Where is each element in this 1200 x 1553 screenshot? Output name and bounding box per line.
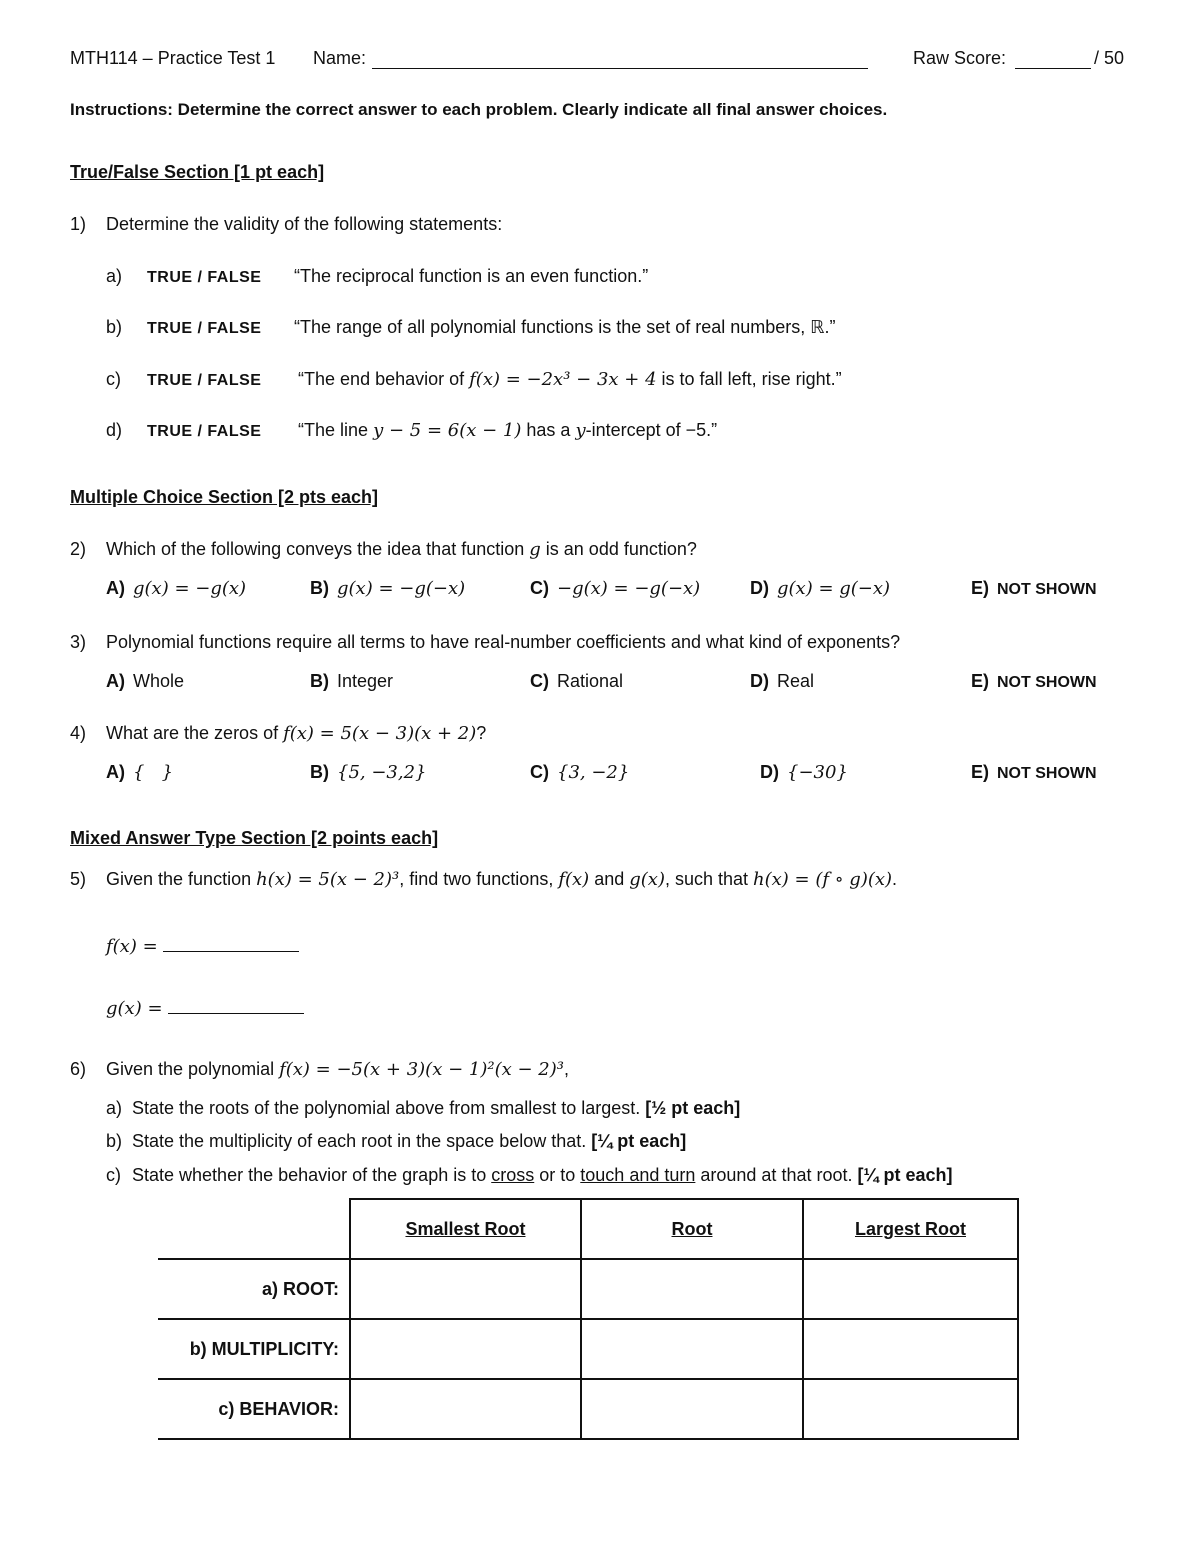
- true-false-choice[interactable]: TRUE / FALSE: [147, 269, 262, 286]
- option-label: C): [530, 578, 549, 598]
- option-label: E): [971, 762, 989, 782]
- question-post: is an odd function?: [540, 539, 697, 559]
- statement-math: y − 5 = 6(x − 1): [373, 420, 522, 441]
- name-label: Name:: [313, 48, 367, 68]
- answer-cell[interactable]: [803, 1319, 1018, 1379]
- option-text: Integer: [337, 671, 394, 691]
- roots-table: [158, 1198, 1019, 1440]
- q2-option-d[interactable]: [750, 578, 890, 599]
- tf-item-a: [106, 266, 648, 287]
- statement-text: “The range of all polynomial functions is the set of real numbers, ℝ.”: [294, 317, 836, 337]
- q3-option-e[interactable]: [971, 671, 1097, 692]
- question-5: [70, 869, 897, 890]
- option-label: B): [310, 762, 329, 782]
- option-text: {5, −3,2}: [337, 762, 427, 783]
- question-text: Polynomial functions require all terms to have real-number coefficients and what kind of exponents?: [106, 632, 901, 652]
- question-number: 2): [70, 539, 87, 559]
- tf-item-d: [106, 420, 717, 441]
- question-text: Determine the validity of the following statements:: [106, 214, 503, 234]
- question-mid: , find two functions,: [399, 869, 559, 889]
- score-total: / 50: [1094, 48, 1125, 68]
- raw-score-label: Raw Score:: [913, 48, 1007, 68]
- question-2: [70, 539, 697, 560]
- statement-pre: “The line: [298, 420, 374, 440]
- question-mid: and: [589, 869, 630, 889]
- answer-cell[interactable]: [581, 1259, 803, 1319]
- f-label: f(x) =: [106, 936, 158, 957]
- q2-option-c[interactable]: [530, 578, 700, 599]
- part-cross: cross: [491, 1165, 535, 1185]
- option-text: g(x) = −g(x): [133, 578, 247, 599]
- option-text: Whole: [133, 671, 185, 691]
- question-mid: , such that: [664, 869, 754, 889]
- question-math-g: g(x): [629, 869, 665, 890]
- row-label-multiplicity: b) MULTIPLICITY:: [158, 1319, 350, 1379]
- raw-score-field[interactable]: [1015, 48, 1091, 69]
- statement-post: -intercept of −5.”: [585, 420, 718, 440]
- f-answer-field[interactable]: [163, 933, 299, 952]
- part-text: or to: [534, 1165, 581, 1185]
- q3-option-b[interactable]: [310, 671, 393, 692]
- answer-cell[interactable]: [350, 1319, 581, 1379]
- option-label: A): [106, 671, 125, 691]
- statement-mid: has a: [521, 420, 576, 440]
- statement-math-y: y: [575, 420, 586, 441]
- statement-math: f(x) = −2x³ − 3x + 4: [469, 369, 657, 390]
- question-pre: Given the function: [106, 869, 257, 889]
- part-text: around at that root.: [695, 1165, 853, 1185]
- question-6: [70, 1059, 569, 1080]
- question-number: 4): [70, 723, 87, 743]
- option-text: g(x) = −g(−x): [337, 578, 466, 599]
- tf-section-title: True/False Section [1 pt each]: [70, 162, 325, 182]
- mixed-section-title: Mixed Answer Type Section [2 points each]: [70, 828, 439, 848]
- answer-cell[interactable]: [350, 1379, 581, 1439]
- header-smallest-root: Smallest Root: [350, 1199, 581, 1259]
- part-letter: c): [106, 1165, 121, 1185]
- table-row: [158, 1379, 1018, 1439]
- header-largest-root: Largest Root: [803, 1199, 1018, 1259]
- q6-part-c: [106, 1165, 953, 1186]
- option-label: B): [310, 578, 329, 598]
- option-text: NOT SHOWN: [997, 765, 1097, 782]
- question-math: g: [529, 539, 541, 560]
- question-math: f(x) = 5(x − 3)(x + 2): [283, 723, 477, 744]
- true-false-choice[interactable]: TRUE / FALSE: [147, 372, 262, 389]
- part-letter: a): [106, 1098, 123, 1118]
- tf-item-b: [106, 317, 836, 338]
- option-label: D): [750, 578, 769, 598]
- statement-pre: “The end behavior of: [298, 369, 470, 389]
- true-false-choice[interactable]: TRUE / FALSE: [147, 423, 262, 440]
- course-title: MTH114 – Practice Test 1: [70, 48, 276, 68]
- table-header-row: [158, 1199, 1018, 1259]
- header-root: Root: [581, 1199, 803, 1259]
- question-number: 6): [70, 1059, 87, 1079]
- option-text: −g(x) = −g(−x): [557, 578, 701, 599]
- statement-text: “The reciprocal function is an even function.”: [294, 266, 649, 286]
- question-number: 1): [70, 214, 87, 234]
- question-1: [70, 214, 502, 235]
- item-letter: c): [106, 369, 121, 389]
- q6-part-b: [106, 1131, 686, 1152]
- question-post: .: [892, 869, 898, 889]
- q3-option-d[interactable]: [750, 671, 814, 692]
- question-3: [70, 632, 900, 653]
- option-text: g(x) = g(−x): [777, 578, 891, 599]
- option-text: Real: [777, 671, 815, 691]
- table-row: [158, 1259, 1018, 1319]
- option-label: C): [530, 762, 549, 782]
- item-letter: a): [106, 266, 123, 286]
- true-false-choice[interactable]: TRUE / FALSE: [147, 320, 262, 337]
- question-number: 5): [70, 869, 87, 889]
- item-letter: d): [106, 420, 123, 440]
- q4-option-a[interactable]: [106, 762, 173, 783]
- question-math-h: h(x) = 5(x − 2)³: [256, 869, 400, 890]
- part-letter: b): [106, 1131, 123, 1151]
- question-pre: Given the polynomial: [106, 1059, 280, 1079]
- q2-option-a[interactable]: [106, 578, 246, 599]
- part-text: State the multiplicity of each root in the space below that.: [132, 1131, 587, 1151]
- q4-option-e[interactable]: [971, 762, 1097, 783]
- option-label: D): [750, 671, 769, 691]
- answer-cell[interactable]: [581, 1319, 803, 1379]
- question-math-composition: h(x) = (f ∘ g)(x): [753, 869, 893, 890]
- table-row: [158, 1319, 1018, 1379]
- answer-cell[interactable]: [581, 1379, 803, 1439]
- q4-option-b[interactable]: [310, 762, 427, 783]
- question-pre: Which of the following conveys the idea that function: [106, 539, 530, 559]
- q2-option-e[interactable]: [971, 578, 1097, 599]
- question-4: [70, 723, 486, 744]
- part-points: [½ pt each]: [645, 1098, 741, 1118]
- option-label: A): [106, 578, 125, 598]
- option-label: C): [530, 671, 549, 691]
- question-number: 3): [70, 632, 87, 652]
- part-text: State whether the behavior of the graph is to: [132, 1165, 492, 1185]
- statement-post: is to fall left, rise right.”: [656, 369, 842, 389]
- f-answer: [106, 933, 299, 957]
- part-points: [¼ pt each]: [591, 1131, 687, 1151]
- part-text: State the roots of the polynomial above from smallest to largest.: [132, 1098, 641, 1118]
- option-label: D): [760, 762, 779, 782]
- option-text: { }: [133, 762, 174, 783]
- tf-item-c: [106, 369, 842, 390]
- part-touch-turn: touch and turn: [580, 1165, 696, 1185]
- row-label-root: a) ROOT:: [158, 1259, 350, 1319]
- option-label: E): [971, 578, 989, 598]
- option-text: NOT SHOWN: [997, 674, 1097, 691]
- g-label: g(x) =: [106, 998, 163, 1019]
- option-label: E): [971, 671, 989, 691]
- option-text: {3, −2}: [557, 762, 630, 783]
- q2-option-b[interactable]: [310, 578, 465, 599]
- item-letter: b): [106, 317, 123, 337]
- question-pre: What are the zeros of: [106, 723, 284, 743]
- question-math: f(x) = −5(x + 3)(x − 1)²(x − 2)³: [279, 1059, 564, 1080]
- g-answer: [106, 995, 304, 1019]
- question-math-f: f(x): [558, 869, 590, 890]
- q3-option-c[interactable]: [530, 671, 623, 692]
- row-label-behavior: c) BEHAVIOR:: [158, 1379, 350, 1439]
- question-post: ,: [563, 1059, 569, 1079]
- option-text: NOT SHOWN: [997, 581, 1097, 598]
- instructions: Instructions: Determine the correct answer to each problem. Clearly indicate all final answer choices.: [70, 100, 888, 119]
- q3-option-a[interactable]: [106, 671, 184, 692]
- question-post: ?: [476, 723, 487, 743]
- answer-cell[interactable]: [350, 1259, 581, 1319]
- option-text: Rational: [557, 671, 624, 691]
- q4-option-c[interactable]: [530, 762, 629, 783]
- part-points: [¼ pt each]: [857, 1165, 953, 1185]
- g-answer-field[interactable]: [168, 995, 304, 1014]
- table-corner: [158, 1199, 350, 1259]
- mc-section-title: Multiple Choice Section [2 pts each]: [70, 487, 379, 507]
- q4-option-d[interactable]: [760, 762, 848, 783]
- name-field[interactable]: [372, 48, 868, 69]
- answer-cell[interactable]: [803, 1259, 1018, 1319]
- answer-cell[interactable]: [803, 1379, 1018, 1439]
- q6-part-a: [106, 1098, 740, 1119]
- option-label: B): [310, 671, 329, 691]
- option-text: {−30}: [787, 762, 848, 783]
- option-label: A): [106, 762, 125, 782]
